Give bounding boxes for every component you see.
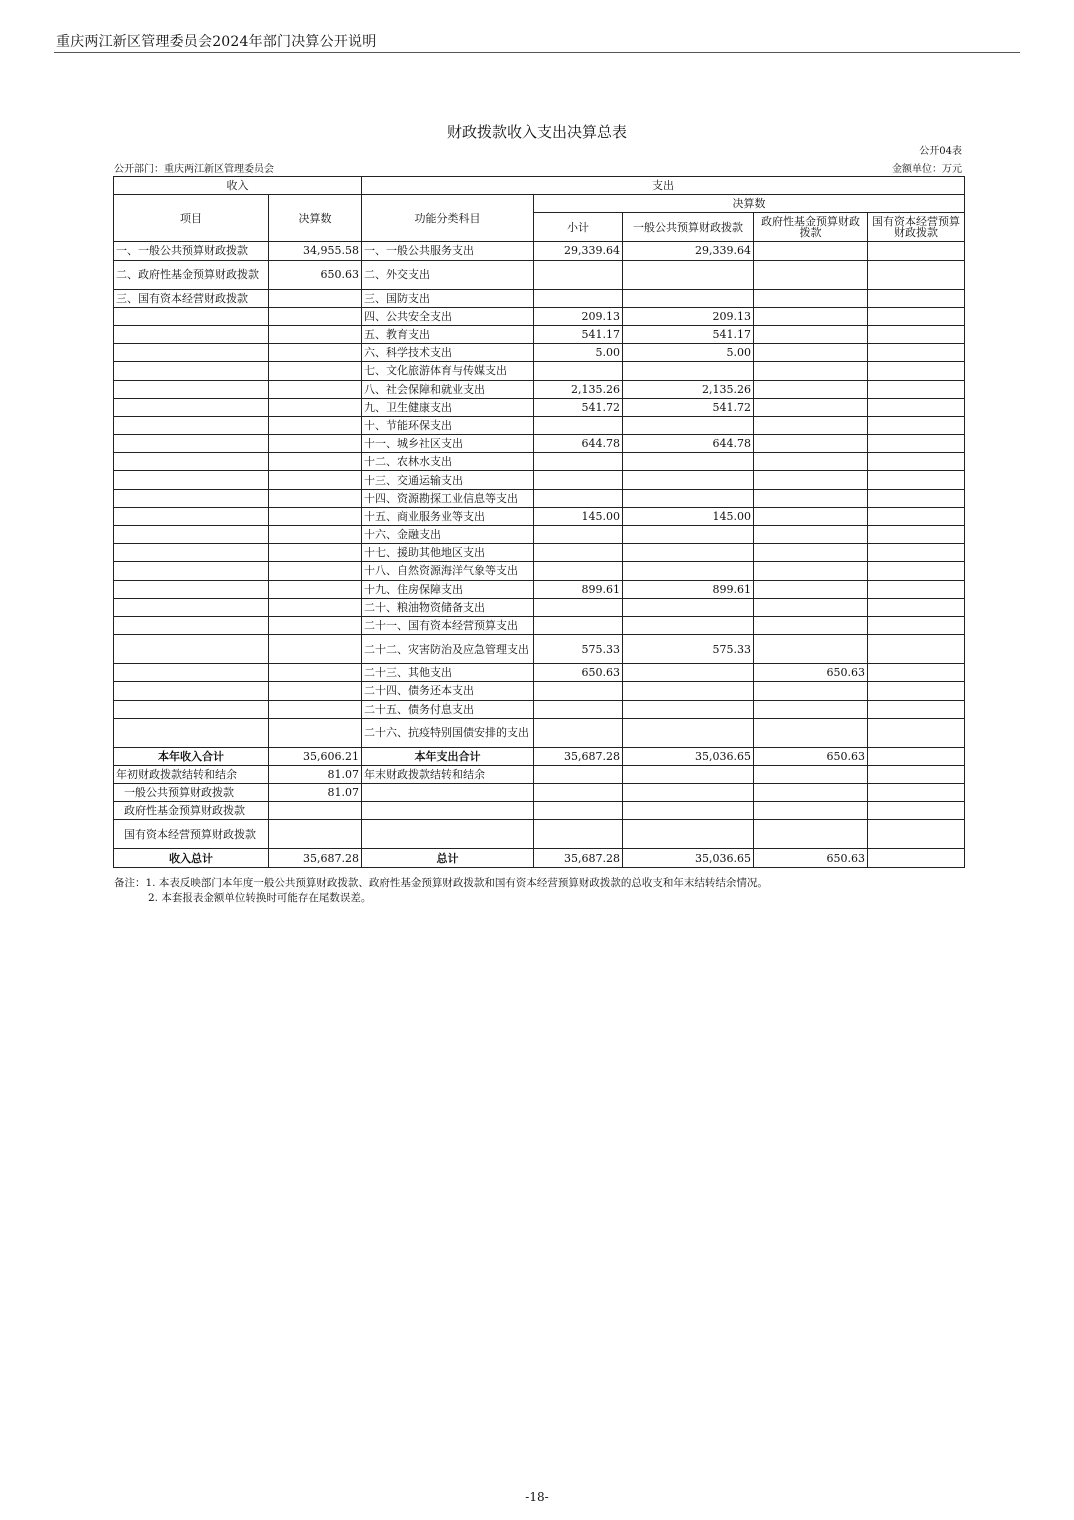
state-capital-cell: [868, 453, 965, 471]
carry-out-subtotal: [534, 765, 623, 783]
empty-cell: [868, 820, 965, 849]
year-income-value: 35,606.21: [269, 747, 362, 765]
page-number: -18-: [525, 1490, 549, 1504]
carry-in-fund-value: [269, 802, 362, 820]
income-amount-cell: [269, 380, 362, 398]
gov-fund-header: 政府性基金预算财政拨款: [754, 213, 868, 242]
expense-item-cell: 十八、自然资源海洋气象等支出: [362, 562, 534, 580]
state-capital-cell: [868, 380, 965, 398]
income-item-cell: [114, 544, 269, 562]
income-amount-cell: [269, 664, 362, 682]
gov-fund-cell: [754, 362, 868, 380]
expense-item-cell: 十二、农林水支出: [362, 453, 534, 471]
general-budget-cell: [623, 471, 754, 489]
subtotal-cell: [534, 718, 623, 747]
gov-fund-cell: [754, 435, 868, 453]
empty-cell: [362, 802, 534, 820]
empty-cell: [623, 784, 754, 802]
income-item-cell: [114, 682, 269, 700]
general-budget-cell: [623, 416, 754, 434]
subtotal-cell: 650.63: [534, 664, 623, 682]
subtotal-cell: [534, 260, 623, 289]
general-budget-cell: [623, 700, 754, 718]
state-capital-cell: [868, 526, 965, 544]
general-budget-cell: 575.33: [623, 635, 754, 664]
state-capital-cell: [868, 489, 965, 507]
income-item-cell: [114, 664, 269, 682]
grand-total-subtotal: 35,687.28: [534, 849, 623, 867]
gov-fund-cell: [754, 526, 868, 544]
subtotal-cell: [534, 544, 623, 562]
income-item-cell: [114, 471, 269, 489]
state-capital-cell: [868, 307, 965, 325]
income-amount-cell: [269, 700, 362, 718]
item-header: 项目: [114, 195, 269, 242]
gov-fund-cell: [754, 700, 868, 718]
subtotal-cell: [534, 616, 623, 634]
income-amount-cell: [269, 580, 362, 598]
state-capital-cell: [868, 616, 965, 634]
subtotal-cell: [534, 682, 623, 700]
income-amount-cell: [269, 682, 362, 700]
income-amount-cell: [269, 526, 362, 544]
gov-fund-cell: [754, 635, 868, 664]
general-budget-cell: [623, 489, 754, 507]
expense-item-cell: 二十五、债务付息支出: [362, 700, 534, 718]
subtotal-cell: 2,135.26: [534, 380, 623, 398]
general-budget-cell: [623, 616, 754, 634]
unit-label: 金额单位：万元: [892, 164, 962, 175]
subtotal-cell: 541.17: [534, 325, 623, 343]
budget-summary-table: [113, 176, 965, 868]
income-amount-cell: 34,955.58: [269, 242, 362, 260]
gov-fund-cell: [754, 507, 868, 525]
table-row: [114, 526, 965, 544]
expense-item-cell: 十九、住房保障支出: [362, 580, 534, 598]
empty-cell: [868, 784, 965, 802]
general-budget-cell: [623, 453, 754, 471]
notes: [114, 876, 768, 906]
subtotal-cell: 209.13: [534, 307, 623, 325]
income-item-cell: 三、国有资本经营财政拨款: [114, 289, 269, 307]
final-amount-header: 决算数: [269, 195, 362, 242]
subtotal-cell: [534, 489, 623, 507]
department-label: 公开部门：重庆两江新区管理委员会: [114, 164, 274, 175]
empty-cell: [754, 784, 868, 802]
empty-cell: [362, 784, 534, 802]
table-row: [114, 307, 965, 325]
income-item-cell: [114, 598, 269, 616]
income-amount-cell: [269, 471, 362, 489]
empty-cell: [754, 802, 868, 820]
expense-item-cell: 三、国防支出: [362, 289, 534, 307]
carry-in-capital-value: [269, 820, 362, 849]
table-row: [114, 471, 965, 489]
expense-item-cell: 二十三、其他支出: [362, 664, 534, 682]
income-amount-cell: [269, 325, 362, 343]
expense-item-cell: 二十一、国有资本经营预算支出: [362, 616, 534, 634]
table-row: [114, 598, 965, 616]
income-amount-cell: [269, 616, 362, 634]
expense-item-cell: 十六、金融支出: [362, 526, 534, 544]
state-capital-cell: [868, 507, 965, 525]
expense-item-cell: 六、科学技术支出: [362, 344, 534, 362]
carry-out-general: [623, 765, 754, 783]
state-capital-cell: [868, 325, 965, 343]
table-row: [114, 242, 965, 260]
table-row: [114, 664, 965, 682]
income-amount-cell: [269, 718, 362, 747]
expense-item-cell: 十四、资源勘探工业信息等支出: [362, 489, 534, 507]
empty-cell: [623, 802, 754, 820]
carry-in-value: 81.07: [269, 765, 362, 783]
gov-fund-cell: [754, 344, 868, 362]
table-row: [114, 718, 965, 747]
income-amount-cell: [269, 489, 362, 507]
expense-item-cell: 二十二、灾害防治及应急管理支出: [362, 635, 534, 664]
carry-in-general-label: 一般公共预算财政拨款: [114, 784, 269, 802]
running-header: 重庆两江新区管理委员会2024年部门决算公开说明: [56, 34, 377, 50]
state-capital-cell: [868, 416, 965, 434]
state-capital-cell: [868, 544, 965, 562]
grand-total-general: 35,036.65: [623, 849, 754, 867]
general-budget-cell: 541.72: [623, 398, 754, 416]
gov-fund-cell: [754, 562, 868, 580]
income-item-cell: [114, 435, 269, 453]
state-capital-cell: [868, 562, 965, 580]
year-income-label: 本年收入合计: [114, 747, 269, 765]
income-item-cell: 一、一般公共预算财政拨款: [114, 242, 269, 260]
expense-item-cell: 五、教育支出: [362, 325, 534, 343]
gov-fund-cell: [754, 289, 868, 307]
income-item-cell: [114, 453, 269, 471]
state-capital-cell: [868, 700, 965, 718]
subtotal-cell: [534, 562, 623, 580]
subtotal-cell: [534, 471, 623, 489]
carry-out-fund: [754, 765, 868, 783]
report-title: 财政拨款收入支出决算总表: [446, 123, 627, 141]
expense-item-cell: 九、卫生健康支出: [362, 398, 534, 416]
expense-item-cell: 八、社会保障和就业支出: [362, 380, 534, 398]
gov-fund-cell: [754, 718, 868, 747]
income-amount-cell: [269, 289, 362, 307]
income-item-cell: [114, 507, 269, 525]
subtotal-cell: [534, 289, 623, 307]
table-row: [114, 489, 965, 507]
general-budget-cell: [623, 260, 754, 289]
gov-fund-cell: [754, 471, 868, 489]
final-amount-group-header: 决算数: [534, 195, 965, 213]
income-amount-cell: [269, 307, 362, 325]
table-row: [114, 380, 965, 398]
carry-in-fund-label: 政府性基金预算财政拨款: [114, 802, 269, 820]
table-row: [114, 616, 965, 634]
header-rule: [54, 52, 1020, 53]
table-row: [114, 344, 965, 362]
gov-fund-cell: [754, 453, 868, 471]
income-amount-cell: [269, 398, 362, 416]
gov-fund-cell: [754, 682, 868, 700]
state-capital-cell: [868, 435, 965, 453]
state-capital-cell: [868, 471, 965, 489]
table-row: [114, 635, 965, 664]
income-item-cell: [114, 700, 269, 718]
state-capital-cell: [868, 344, 965, 362]
income-item-cell: [114, 635, 269, 664]
carry-in-general-value: 81.07: [269, 784, 362, 802]
income-amount-cell: 650.63: [269, 260, 362, 289]
subtotal-cell: 5.00: [534, 344, 623, 362]
note-1: 备注：1. 本表反映部门本年度一般公共预算财政拨款、政府性基金预算财政拨款和国有资本经营预算财政拨款的总收支和年末结转结余情况。: [114, 877, 768, 889]
state-capital-header: 国有资本经营预算财政拨款: [868, 213, 965, 242]
gov-fund-cell: [754, 598, 868, 616]
income-item-cell: [114, 616, 269, 634]
income-total-label: 收入总计: [114, 849, 269, 867]
gov-fund-cell: [754, 242, 868, 260]
year-expense-general: 35,036.65: [623, 747, 754, 765]
expense-header: 支出: [362, 177, 965, 195]
general-budget-cell: [623, 562, 754, 580]
state-capital-cell: [868, 260, 965, 289]
year-expense-subtotal: 35,687.28: [534, 747, 623, 765]
general-budget-cell: [623, 544, 754, 562]
gov-fund-cell: 650.63: [754, 664, 868, 682]
year-expense-label: 本年支出合计: [362, 747, 534, 765]
income-amount-cell: [269, 635, 362, 664]
income-item-cell: [114, 398, 269, 416]
subtotal-cell: 29,339.64: [534, 242, 623, 260]
expense-item-cell: 二十、粮油物资储备支出: [362, 598, 534, 616]
income-item-cell: [114, 362, 269, 380]
general-budget-cell: 644.78: [623, 435, 754, 453]
gov-fund-cell: [754, 325, 868, 343]
income-amount-cell: [269, 362, 362, 380]
subtotal-cell: 145.00: [534, 507, 623, 525]
table-row: [114, 416, 965, 434]
expense-item-cell: 十、节能环保支出: [362, 416, 534, 434]
state-capital-cell: [868, 362, 965, 380]
gov-fund-cell: [754, 544, 868, 562]
general-budget-cell: 145.00: [623, 507, 754, 525]
subtotal-cell: [534, 700, 623, 718]
expense-item-cell: 二十六、抗疫特别国债安排的支出: [362, 718, 534, 747]
general-budget-header: 一般公共预算财政拨款: [623, 213, 754, 242]
table-row: [114, 260, 965, 289]
empty-cell: [868, 802, 965, 820]
general-budget-cell: [623, 718, 754, 747]
year-expense-capital: [868, 747, 965, 765]
expense-item-cell: 二十四、债务还本支出: [362, 682, 534, 700]
general-budget-cell: [623, 598, 754, 616]
income-amount-cell: [269, 507, 362, 525]
gov-fund-cell: [754, 489, 868, 507]
table-row: [114, 562, 965, 580]
empty-cell: [362, 820, 534, 849]
year-expense-fund: 650.63: [754, 747, 868, 765]
subtotal-cell: 644.78: [534, 435, 623, 453]
empty-cell: [534, 820, 623, 849]
income-item-cell: [114, 580, 269, 598]
income-item-cell: [114, 489, 269, 507]
expense-item-cell: 十一、城乡社区支出: [362, 435, 534, 453]
income-item-cell: [114, 325, 269, 343]
income-item-cell: [114, 307, 269, 325]
subtotal-header: 小计: [534, 213, 623, 242]
expense-item-cell: 十三、交通运输支出: [362, 471, 534, 489]
state-capital-cell: [868, 598, 965, 616]
subtotal-cell: [534, 598, 623, 616]
income-item-cell: [114, 344, 269, 362]
state-capital-cell: [868, 398, 965, 416]
carry-in-capital-label: 国有资本经营预算财政拨款: [114, 820, 269, 849]
table-row: [114, 398, 965, 416]
income-item-cell: [114, 380, 269, 398]
gov-fund-cell: [754, 616, 868, 634]
empty-cell: [534, 802, 623, 820]
grand-total-label: 总计: [362, 849, 534, 867]
general-budget-cell: 541.17: [623, 325, 754, 343]
state-capital-cell: [868, 664, 965, 682]
table-row: [114, 453, 965, 471]
income-amount-cell: [269, 598, 362, 616]
income-amount-cell: [269, 453, 362, 471]
subtotal-cell: [534, 416, 623, 434]
expense-item-cell: 二、外交支出: [362, 260, 534, 289]
expense-item-cell: 一、一般公共服务支出: [362, 242, 534, 260]
subtotal-cell: [534, 362, 623, 380]
table-row: [114, 507, 965, 525]
expense-item-cell: 十七、援助其他地区支出: [362, 544, 534, 562]
state-capital-cell: [868, 635, 965, 664]
subtotal-cell: 899.61: [534, 580, 623, 598]
gov-fund-cell: [754, 580, 868, 598]
income-total-value: 35,687.28: [269, 849, 362, 867]
empty-cell: [754, 820, 868, 849]
income-item-cell: [114, 562, 269, 580]
empty-cell: [623, 820, 754, 849]
table-code: 公开04表: [919, 146, 962, 157]
carry-out-label: 年末财政拨款结转和结余: [362, 765, 534, 783]
subtotal-cell: 541.72: [534, 398, 623, 416]
income-item-cell: [114, 526, 269, 544]
income-amount-cell: [269, 435, 362, 453]
income-item-cell: [114, 416, 269, 434]
table-row: [114, 325, 965, 343]
grand-total-fund: 650.63: [754, 849, 868, 867]
expense-item-cell: 十五、商业服务业等支出: [362, 507, 534, 525]
subtotal-cell: [534, 526, 623, 544]
table-row: [114, 362, 965, 380]
general-budget-cell: [623, 664, 754, 682]
table-row: [114, 580, 965, 598]
gov-fund-cell: [754, 416, 868, 434]
income-item-cell: 二、政府性基金预算财政拨款: [114, 260, 269, 289]
state-capital-cell: [868, 242, 965, 260]
gov-fund-cell: [754, 260, 868, 289]
general-budget-cell: [623, 526, 754, 544]
gov-fund-cell: [754, 398, 868, 416]
state-capital-cell: [868, 289, 965, 307]
general-budget-cell: 2,135.26: [623, 380, 754, 398]
gov-fund-cell: [754, 307, 868, 325]
general-budget-cell: [623, 362, 754, 380]
state-capital-cell: [868, 682, 965, 700]
state-capital-cell: [868, 718, 965, 747]
table-row: [114, 435, 965, 453]
general-budget-cell: 209.13: [623, 307, 754, 325]
empty-cell: [534, 784, 623, 802]
table-row: [114, 544, 965, 562]
table-row: [114, 682, 965, 700]
grand-total-capital: [868, 849, 965, 867]
general-budget-cell: 29,339.64: [623, 242, 754, 260]
income-amount-cell: [269, 562, 362, 580]
income-amount-cell: [269, 416, 362, 434]
subtotal-cell: 575.33: [534, 635, 623, 664]
table-row: [114, 700, 965, 718]
income-header: 收入: [114, 177, 362, 195]
note-2: 2. 本套报表金额单位转换时可能存在尾数误差。: [148, 892, 372, 904]
income-amount-cell: [269, 344, 362, 362]
subtotal-cell: [534, 453, 623, 471]
state-capital-cell: [868, 580, 965, 598]
expense-item-cell: 七、文化旅游体育与传媒支出: [362, 362, 534, 380]
function-category-header: 功能分类科目: [362, 195, 534, 242]
gov-fund-cell: [754, 380, 868, 398]
income-amount-cell: [269, 544, 362, 562]
expense-item-cell: 四、公共安全支出: [362, 307, 534, 325]
general-budget-cell: [623, 289, 754, 307]
general-budget-cell: [623, 682, 754, 700]
carry-in-label: 年初财政拨款结转和结余: [114, 765, 269, 783]
general-budget-cell: 899.61: [623, 580, 754, 598]
carry-out-capital: [868, 765, 965, 783]
general-budget-cell: 5.00: [623, 344, 754, 362]
income-item-cell: [114, 718, 269, 747]
table-row: [114, 289, 965, 307]
